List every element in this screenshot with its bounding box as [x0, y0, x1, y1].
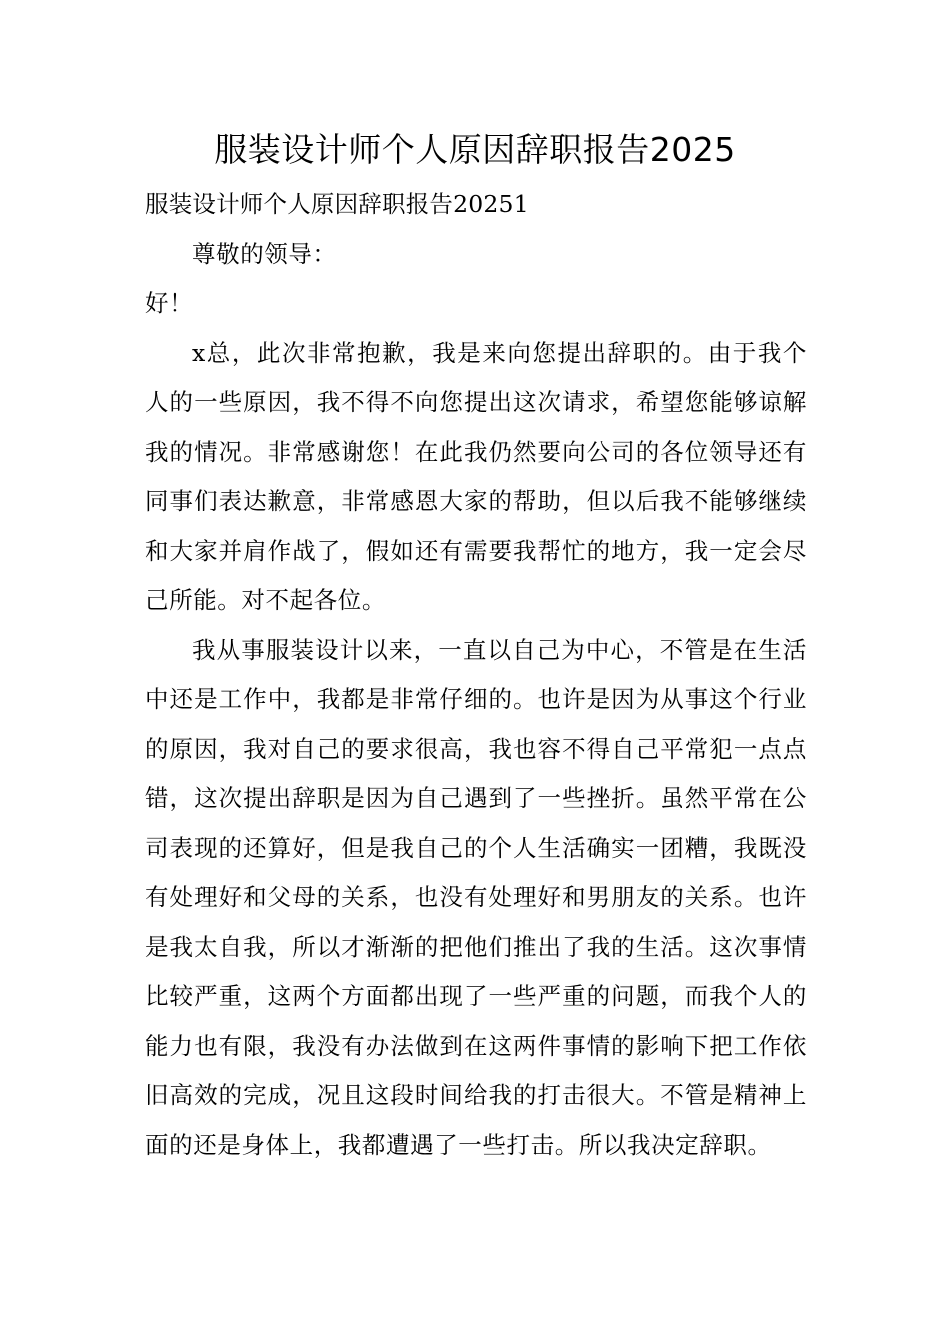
paragraph-1: x总，此次非常抱歉，我是来向您提出辞职的。由于我个人的一些原因，我不得不向您提出这次请求，希望您能够谅解我的情况。非常感谢您！在此我仍然要向公司的各位领导还有同事们表达歉意，非常感恩大家的帮助，但以后我不能够继续和大家并肩作战了，假如还有需要我帮忙的地方，我一定会尽己所能。对不起各位。: [145, 338, 807, 614]
salutation: 尊敬的领导：: [192, 239, 337, 268]
greeting: 好！: [145, 289, 194, 317]
document-subtitle: 服装设计师个人原因辞职报告20251: [145, 190, 529, 218]
document-body: [145, 180, 807, 1170]
document-title: 服装设计师个人原因辞职报告2025: [214, 130, 736, 169]
paragraph-2: 我从事服装设计以来，一直以自己为中心，不管是在生活中还是工作中，我都是非常仔细的。也许是因为从事这个行业的原因，我对自己的要求很高，我也容不得自己平常犯一点点错，这次提出辞职是因为自己遇到了一些挫折。虽然平常在公司表现的还算好，但是我自己的个人生活确实一团糟，我既没有处理好和父母的关系，也没有处理好和男朋友的关系。也许是我太自我，所以才渐渐的把他们推出了我的生活。这次事情比较严重，这两个方面都出现了一些严重的问题，而我个人的能力也有限，我没有办法做到在这两件事情的影响下把工作依旧高效的完成，况且这段时间给我的打击很大。不管是精神上面的还是身体上，我都遭遇了一些打击。所以我决定辞职。: [145, 635, 807, 1159]
